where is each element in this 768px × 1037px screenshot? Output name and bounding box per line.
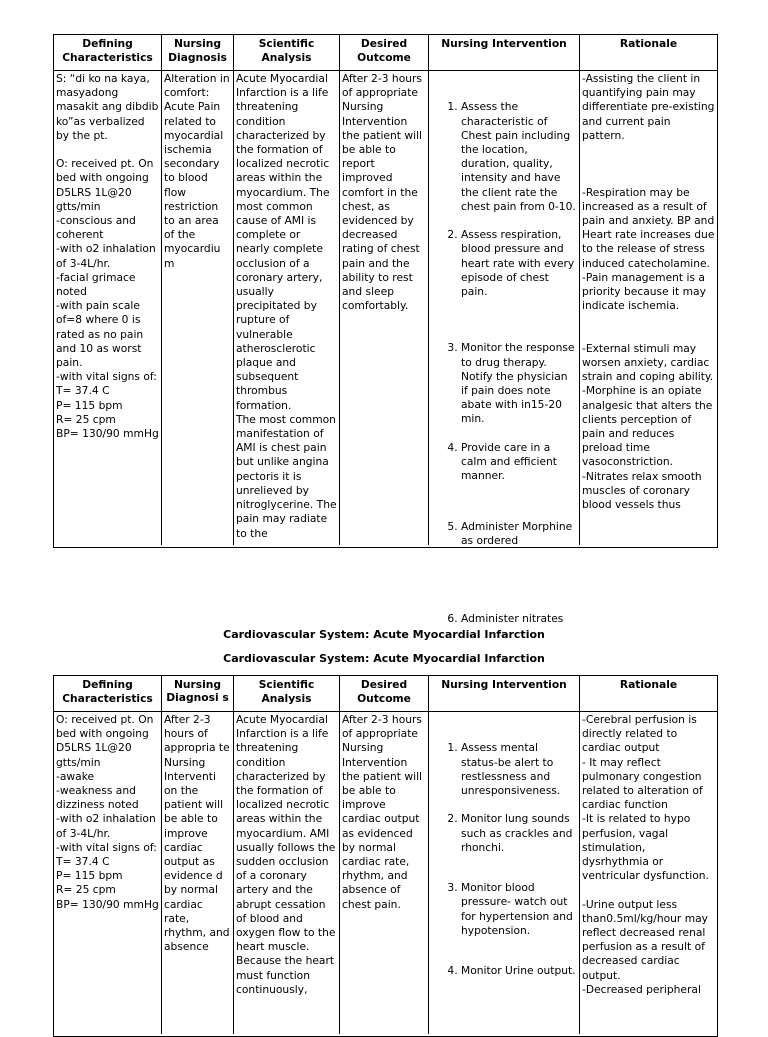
intervention-list — [431, 727, 577, 992]
rationale-cell: -Cerebral perfusion is directly related to cardiac output - It may reflect pulmonary congestion related to alteration of cardiac function -It is related to hypo perfusion, vagal stimulation, dysrhythmia or ventricular dysfunction. -Urine output less than0.5ml/kg/hour may reflect decreased renal perfusion as a result of decreased cardiac output. -Decreased peripheral — [582, 713, 709, 996]
intervention-item: 1. Assess the characteristic of Chest pain including the location, duration, quality, intensity and have the client rate the chest pain from 0-10. — [461, 100, 577, 214]
table-row — [54, 71, 717, 626]
section-title: Cardiovascular System: Acute Myocardial Infarction — [223, 628, 545, 641]
care-plan-table-1 — [53, 34, 718, 626]
header-desired-outcome: Desired Outcome — [340, 676, 429, 712]
nursing-intervention-cell — [429, 71, 580, 626]
intervention-list — [431, 86, 577, 641]
header-scientific-analysis: Scientific Analysis — [234, 35, 340, 71]
intervention-item: 1. Assess mental status-be alert to restlessness and unresponsiveness. — [461, 741, 577, 798]
desired-outcome-cell: After 2-3 hours of appropriate Nursing Intervention the patient will be able to improve cardiac output as evidenced by normal cardiac rate, rhythm, and absence of chest pain. — [340, 712, 429, 1034]
header-nursing-intervention: Nursing Intervention — [429, 676, 580, 712]
scientific-analysis-cell: Acute Myocardial Infarction is a life threatening condition characterized by the formation of localized necrotic areas within the myocardium. The most common cause of AMI is complete or nearly complete occlusion of a coronary artery, usually precipitated by rupture of vulnerable atherosclerotic plaque and subsequent thrombus formation. The most common manifestation of AMI is chest pain but unlike angina pectoris it is unrelieved by nitroglycerine. The pain may radiate to the — [234, 71, 340, 545]
nursing-diagnosis-cell: Alteration in comfort: Acute Pain related to myocardial ischemia secondary to blood flow restriction to an area of the myocardiu m — [162, 71, 234, 545]
header-rationale: Rationale — [580, 676, 717, 712]
header-nursing-diagnosis: Nursing Diagnosis — [162, 35, 234, 71]
intervention-item: 5. Administer Morphine as ordered — [461, 520, 577, 548]
defining-characteristics-cell: S: “di ko na kaya, masyadong masakit ang dibdib ko”as verbalized by the pt. O: received pt. On bed with ongoing D5LRS 1L@20 gtts/min -conscious and coherent -with o2 inhalation of 3-4L/hr. -facial grimace noted -with pain scale of=8 where 0 is rated as no pain and 10 as worst pain. -with vital signs of: T= 37.4 C P= 115 bpm R= 25 cpm BP= 130/90 mmHg — [54, 71, 162, 545]
header-rationale: Rationale — [580, 35, 717, 71]
rationale-cell: -Assisting the client in quantifying pain may differentiate pre-existing and current pain pattern. -Respiration may be increased as a result of pain and anxiety. BP and Heart rate increases due to the release of stress induced catecholamine. -Pain management is a priority because it may indicate ischemia. -External stimuli may worsen anxiety, cardiac strain and coping ability. -Morphine is an opiate analgesic that alters the clients perception of pain and reduces preload time vasoconstriction. -Nitrates relax smooth muscles of coronary blood vessels thus — [582, 72, 715, 512]
nursing-diagnosis-cell: After 2-3 hours of appropria te Nursing Interventi on the patient will be able to improve cardiac output as evidence d by normal cardiac rate, rhythm, and absence — [162, 712, 234, 1034]
defining-characteristics-cell: O: received pt. On bed with ongoing D5LRS 1L@20 gtts/min -awake -weakness and dizziness noted -with o2 inhalation of 3-4L/hr. -with vital signs of: T= 37.4 C P= 115 bpm R= 25 cpm BP= 130/90 mmHg — [54, 712, 162, 1034]
intervention-item: 6. Administer nitrates — [461, 612, 577, 626]
intervention-item: 2. Assess respiration, blood pressure and heart rate with every episode of chest pain. — [461, 228, 577, 299]
header-scientific-analysis: Scientific Analysis — [234, 676, 340, 712]
header-nursing-diagnosis: Nursing Diagnosi s — [162, 676, 234, 712]
header-defining-characteristics: Defining Characteristics — [54, 676, 162, 712]
scientific-analysis-cell: Acute Myocardial Infarction is a life threatening condition characterized by the formation of localized necrotic areas within the myocardium. AMI usually follows the sudden occlusion of a coronary artery and the abrupt cessation of blood and oxygen flow to the heart muscle. Because the heart must function continuously, — [234, 712, 340, 1034]
care-plan-table-2 — [53, 675, 718, 1037]
desired-outcome-cell: After 2-3 hours of appropriate Nursing Intervention the patient will be able to report improved comfort in the chest, as evidenced by decreased rating of chest pain and the ability to rest and sleep comfortably. — [340, 71, 429, 545]
intervention-item: 3. Monitor blood pressure- watch out for hypertension and hypotension. — [461, 881, 577, 938]
intervention-item: 4. Provide care in a calm and efficient manner. — [461, 441, 577, 484]
nursing-intervention-cell — [429, 712, 580, 1034]
intervention-item: 3. Monitor the response to drug therapy. Notify the physician if pain does note abate with in15-20 min. — [461, 341, 577, 426]
table-header-row — [54, 676, 717, 712]
intervention-item: 4. Monitor Urine output. — [461, 964, 577, 978]
table-header-row — [54, 35, 717, 71]
section-title: Cardiovascular System: Acute Myocardial Infarction — [223, 652, 545, 665]
header-desired-outcome: Desired Outcome — [340, 35, 429, 71]
header-nursing-intervention: Nursing Intervention — [429, 35, 580, 71]
intervention-item: 2. Monitor lung sounds such as crackles and rhonchi. — [461, 812, 577, 855]
header-defining-characteristics: Defining Characteristics — [54, 35, 162, 71]
table-row — [54, 712, 717, 1034]
